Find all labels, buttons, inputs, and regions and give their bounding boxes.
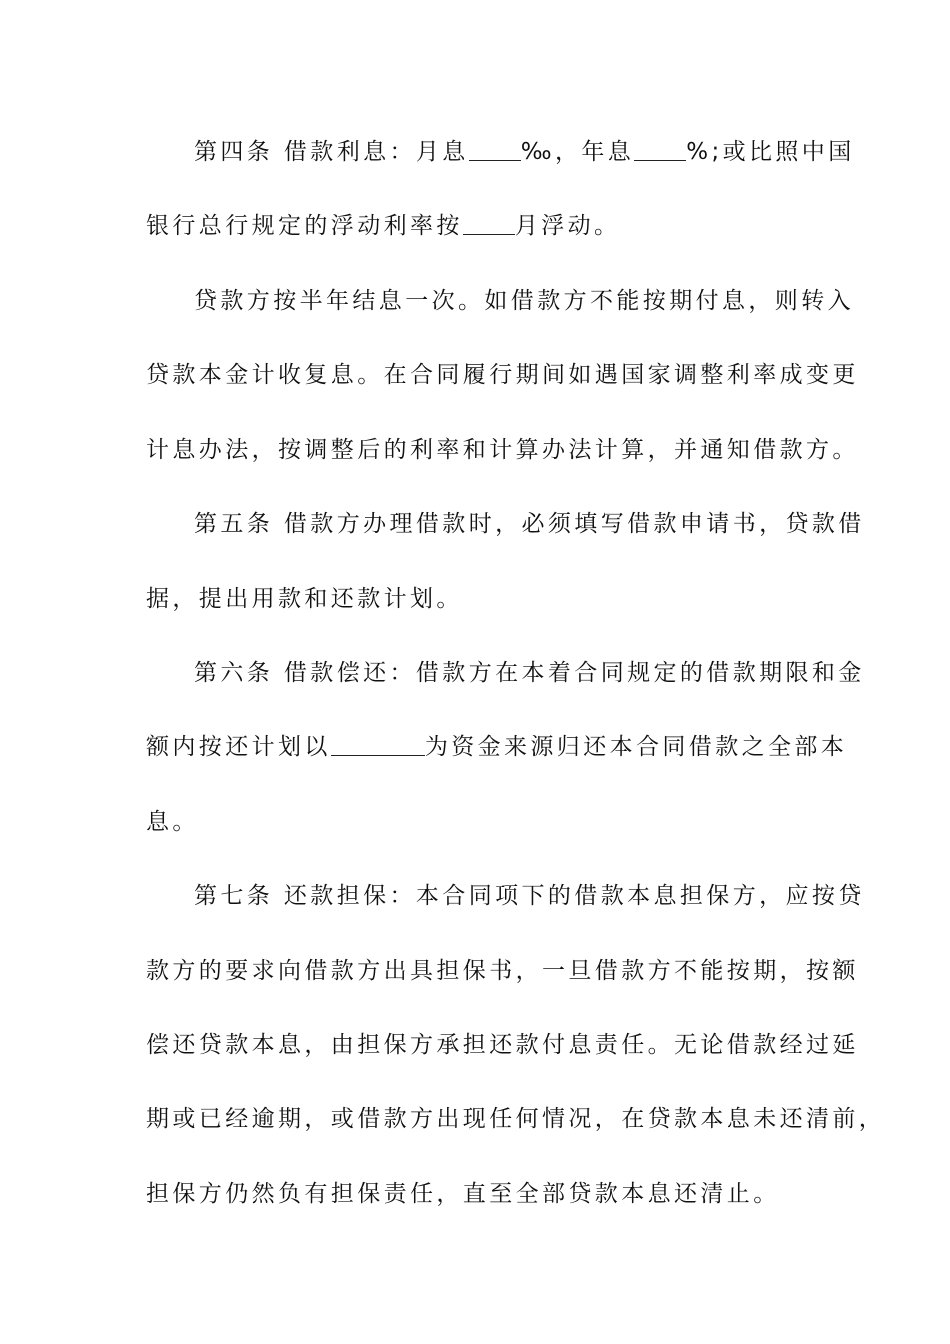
article-4-text-b: ‰，年息 [520,139,635,165]
article-4-line-2 [146,206,836,246]
fund-source-blank [331,733,425,756]
interest-paragraph-line-2: 贷款本金计收复息。在合同履行期间如遇国家调整利率成变更 [146,362,859,388]
article-7-line-2: 款方的要求向借款方出具担保书，一旦借款方不能按期，按额 [146,958,859,984]
article-4-text-e: 月浮动。 [514,213,621,239]
article-6-line-2 [146,727,848,767]
article-7-line-3: 偿还贷款本息，由担保方承担还款付息责任。无论借款经过延 [146,1032,859,1058]
article-4-text-a: 第四条 借款利息：月息 [194,139,469,165]
interest-paragraph-line-1: 贷款方按半年结息一次。如借款方不能按期付息，则转入 [194,288,854,314]
article-6-line-1: 第六条 借款偿还：借款方在本着合同规定的借款期限和金 [194,660,865,686]
interest-paragraph-line-3: 计息办法，按调整后的利率和计算办法计算，并通知借款方。 [146,437,859,463]
article-7-line-1: 第七条 还款担保：本合同项下的借款本息担保方，应按贷 [194,883,865,909]
article-7-line-4: 期或已经逾期，或借款方出现任何情况，在贷款本息未还清前， [146,1106,886,1132]
floating-rate-blank [463,212,515,235]
article-6-line-3: 息。 [146,809,199,835]
monthly-interest-blank [469,138,521,161]
annual-interest-blank [634,138,686,161]
article-6-text-b: 为资金来源归还本合同借款之全部本 [424,734,848,760]
article-6-text-a: 额内按还计划以 [146,734,331,760]
article-5-line-2: 据，提出用款和还款计划。 [146,586,463,612]
article-4-text-d: 银行总行规定的浮动利率按 [146,213,463,239]
article-4-line-1 [194,132,884,172]
article-4-text-c: %;或比照中国 [686,139,855,165]
article-5-line-1: 第五条 借款方办理借款时，必须填写借款申请书，贷款借 [194,511,865,537]
article-7-line-5: 担保方仍然负有担保责任，直至全部贷款本息还清止。 [146,1181,780,1207]
